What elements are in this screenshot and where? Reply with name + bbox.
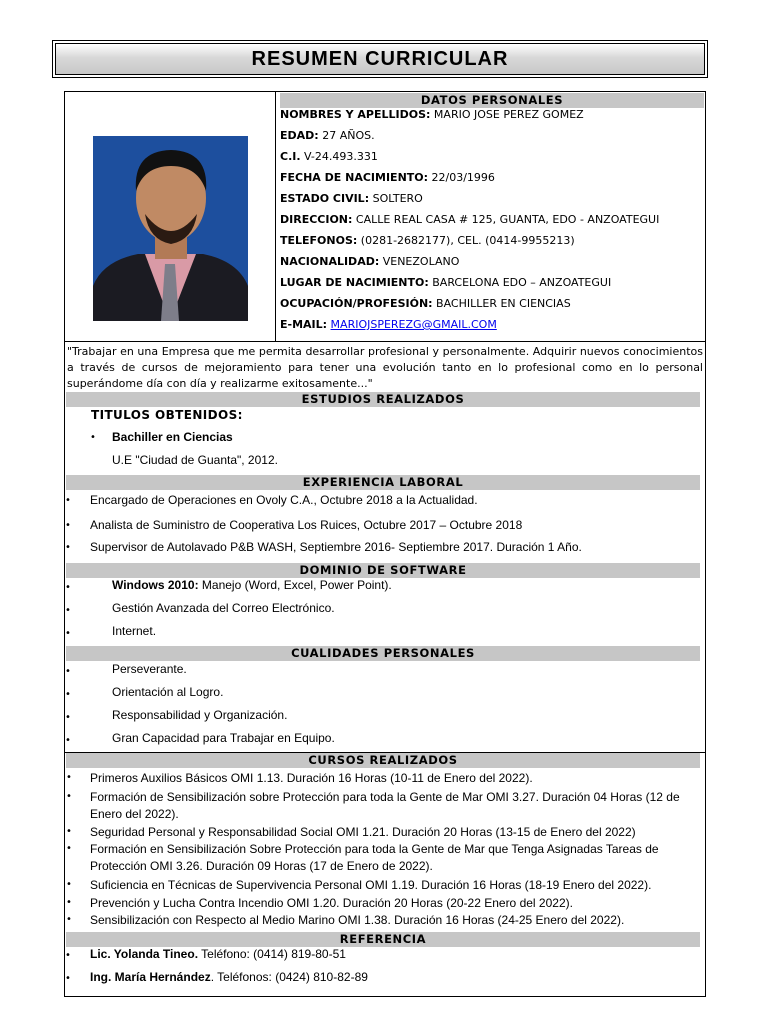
bullet: • <box>66 826 72 837</box>
software-name: Windows 2010: <box>112 578 199 592</box>
page-title: RESUMEN CURRICULAR <box>251 47 509 70</box>
bullet: • <box>65 735 71 746</box>
references-header: REFERENCIA <box>66 932 700 947</box>
field-value: 27 AÑOS. <box>318 129 375 142</box>
bullet: • <box>65 666 71 677</box>
experience-item: Encargado de Operaciones en Ovoly C.A., Octubre 2018 a la Actualidad. <box>90 493 478 507</box>
bullet: • <box>65 973 71 984</box>
field-label: ESTADO CIVIL: <box>280 192 370 205</box>
field-value: BACHILLER EN CIENCIAS <box>432 297 571 310</box>
bullet: • <box>65 712 71 723</box>
bullet: • <box>66 914 72 925</box>
bullet: • <box>66 879 72 890</box>
software-item <box>112 578 392 592</box>
field-value: (0281-2682177), CEL. (0414-9955213) <box>357 234 575 247</box>
course-item: Suficiencia en Técnicas de Supervivencia Personal OMI 1.19. Duración 16 Horas (18-19 Enero del 2022). <box>90 878 652 892</box>
software-item <box>112 601 335 615</box>
field-label: NACIONALIDAD: <box>280 255 380 268</box>
personal-field-row <box>280 108 584 121</box>
studies-header: ESTUDIOS REALIZADOS <box>66 392 700 407</box>
bullet: • <box>65 495 71 506</box>
bullet: • <box>66 897 72 908</box>
bullet: • <box>65 520 71 531</box>
reference-item <box>90 947 346 961</box>
course-item: Formación en Sensibilización Sobre Protección para toda la Gente de Mar que Tenga Asignadas Tareas de Protección OMI 3.26. Duración 09 Horas (17 de Enero de 2022). <box>90 842 659 873</box>
field-label: C.I. <box>280 150 301 163</box>
personal-field-row <box>280 297 571 310</box>
personal-field-row <box>280 150 378 163</box>
divider <box>64 341 706 342</box>
reference-phone: . Teléfonos: (0424) 810-82-89 <box>210 970 368 984</box>
school-name: U.E "Ciudad de Guanta", 2012. <box>112 453 278 467</box>
software-desc: Manejo (Word, Excel, Power Point). <box>198 578 392 592</box>
personal-field-row <box>280 192 423 205</box>
email-row <box>280 318 497 331</box>
field-label: NOMBRES Y APELLIDOS: <box>280 108 431 121</box>
personal-field-row <box>280 129 375 142</box>
title-box <box>52 40 708 78</box>
personal-field-row <box>280 234 575 247</box>
qualities-header: CUALIDADES PERSONALES <box>66 646 700 661</box>
quality-item: Gran Capacidad para Trabajar en Equipo. <box>112 731 335 745</box>
quality-item: Perseverante. <box>112 662 187 676</box>
email-label: E-MAIL: <box>280 318 328 331</box>
experience-item: Supervisor de Autolavado P&B WASH, Septiembre 2016- Septiembre 2017. Duración 1 Año. <box>90 540 582 554</box>
reference-name: Lic. Yolanda Tineo. <box>90 947 199 961</box>
reference-item <box>90 970 368 984</box>
reference-phone: Teléfono: (0414) 819-80-51 <box>198 947 346 961</box>
courses-header: CURSOS REALIZADOS <box>66 753 700 768</box>
title-banner <box>55 43 705 75</box>
course-item: Primeros Auxilios Básicos OMI 1.13. Duración 16 Horas (10-11 de Enero del 2022). <box>90 771 533 785</box>
field-label: FECHA DE NACIMIENTO: <box>280 171 429 184</box>
profile-photo <box>93 136 248 321</box>
field-label: TELEFONOS: <box>280 234 358 247</box>
field-value: CALLE REAL CASA # 125, GUANTA, EDO - ANZOATEGUI <box>352 213 660 226</box>
field-value: MARIO JOSE PEREZ GOMEZ <box>430 108 584 121</box>
quality-item: Orientación al Logro. <box>112 685 224 699</box>
field-value: BARCELONA EDO – ANZOATEGUI <box>428 276 612 289</box>
bullet: • <box>90 432 96 443</box>
objective-text: "Trabajar en una Empresa que me permita desarrollar profesional y personalmente. Adquirir nuevos conocimientos a través de cursos de mejoramiento para tener una evolución tanto en lo profesional como en lo personal superándome día con día y realizarme exitosamente..." <box>67 345 703 390</box>
course-item: Sensibilización con Respecto al Medio Marino OMI 1.38. Duración 16 Horas (24-25 Enero del 2022). <box>90 913 625 927</box>
field-label: OCUPACIÓN/PROFESIÓN: <box>280 297 433 310</box>
experience-header: EXPERIENCIA LABORAL <box>66 475 700 490</box>
software-desc: Internet. <box>112 624 157 638</box>
field-value: VENEZOLANO <box>379 255 460 268</box>
software-header: DOMINIO DE SOFTWARE <box>66 563 700 578</box>
course-item: Formación de Sensibilización sobre Protección para toda la Gente de Mar OMI 3.27. Duración 04 Horas (12 de Enero del 2022). <box>90 790 680 821</box>
email-link[interactable]: MARIOJSPEREZG@GMAIL.COM <box>330 318 497 331</box>
field-label: LUGAR DE NACIMIENTO: <box>280 276 429 289</box>
personal-data-header: DATOS PERSONALES <box>280 93 704 108</box>
experience-item: Analista de Suministro de Cooperativa Los Ruices, Octubre 2017 – Octubre 2018 <box>90 518 523 532</box>
bullet: • <box>65 582 71 593</box>
field-label: EDAD: <box>280 129 319 142</box>
quality-item: Responsabilidad y Organización. <box>112 708 288 722</box>
field-value: SOLTERO <box>369 192 423 205</box>
bullet: • <box>66 791 72 802</box>
personal-field-row <box>280 213 659 226</box>
personal-field-row <box>280 171 495 184</box>
field-value: 22/03/1996 <box>428 171 495 184</box>
bullet: • <box>65 542 71 553</box>
bullet: • <box>65 605 71 616</box>
personal-field-row <box>280 255 459 268</box>
degree-title: Bachiller en Ciencias <box>112 430 233 444</box>
studies-subtitle: TITULOS OBTENIDOS: <box>91 408 243 422</box>
course-item: Prevención y Lucha Contra Incendio OMI 1.20. Duración 20 Horas (20-22 Enero del 2022). <box>90 896 573 910</box>
course-item: Seguridad Personal y Responsabilidad Social OMI 1.21. Duración 20 Horas (13-15 de Enero del 2022) <box>90 825 636 839</box>
bullet: • <box>65 628 71 639</box>
bullet: • <box>66 843 72 854</box>
field-value: V-24.493.331 <box>300 150 378 163</box>
bullet: • <box>66 772 72 783</box>
software-item <box>112 624 156 638</box>
bullet: • <box>65 950 71 961</box>
software-desc: Gestión Avanzada del Correo Electrónico. <box>112 601 335 615</box>
bullet: • <box>65 689 71 700</box>
reference-name: Ing. María Hernández <box>90 970 211 984</box>
personal-field-row <box>280 276 611 289</box>
field-label: DIRECCION: <box>280 213 353 226</box>
